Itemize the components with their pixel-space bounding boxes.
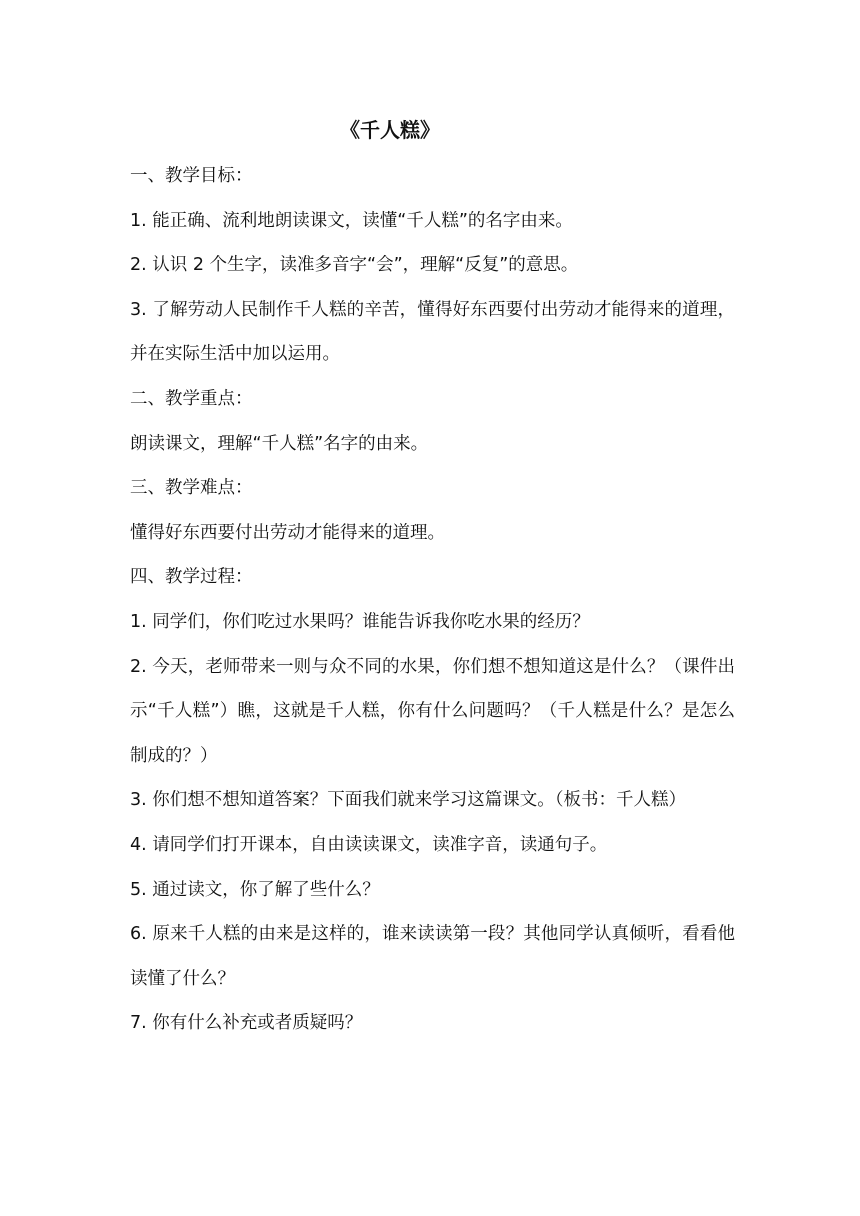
process-step: 1. 同学们，你们吃过水果吗？谁能告诉我你吃水果的经历？ <box>130 611 590 632</box>
section-heading-key-points: 二、教学重点： <box>130 388 253 409</box>
process-step: 4. 请同学们打开课本，自由读读课文，读准字音，读通句子。 <box>130 834 608 855</box>
process-step: 3. 你们想不想知道答案？下面我们就来学习这篇课文。（板书：千人糕） <box>130 790 687 811</box>
objective-item: 3. 了解劳动人民制作千人糕的辛苦，懂得好东西要付出劳动才能得来的道理，并在实际生活中加以运用。 <box>130 299 735 365</box>
key-point-text: 朗读课文，理解“千人糕”名字的由来。 <box>130 433 429 454</box>
section-heading-process: 四、教学过程： <box>130 567 253 588</box>
process-step: 5. 通过读文，你了解了些什么？ <box>130 879 380 900</box>
objective-item: 2. 认识 2 个生字，读准多音字“会”，理解“反复”的意思。 <box>130 255 579 276</box>
document-title: 《千人糕》 <box>340 118 440 142</box>
process-step: 6. 原来千人糕的由来是这样的，谁来读读第一段？其他同学认真倾听，看看他读懂了什么？ <box>130 924 735 989</box>
document-body <box>130 154 735 1046</box>
section-heading-objectives: 一、教学目标： <box>130 166 253 186</box>
difficulty-text: 懂得好东西要付出劳动才能得来的道理。 <box>130 522 445 543</box>
process-step: 7. 你有什么补充或者质疑吗？ <box>130 1013 363 1034</box>
process-step: 2. 今天，老师带来一则与众不同的水果，你们想不想知道这是什么？（课件出示“千人糕”）瞧，这就是千人糕，你有什么问题吗？（千人糕是什么？是怎么制成的？） <box>130 656 735 766</box>
section-heading-difficulties: 三、教学难点： <box>130 478 253 499</box>
objective-item: 1. 能正确、流利地朗读课文，读懂“千人糕”的名字由来。 <box>130 210 573 231</box>
